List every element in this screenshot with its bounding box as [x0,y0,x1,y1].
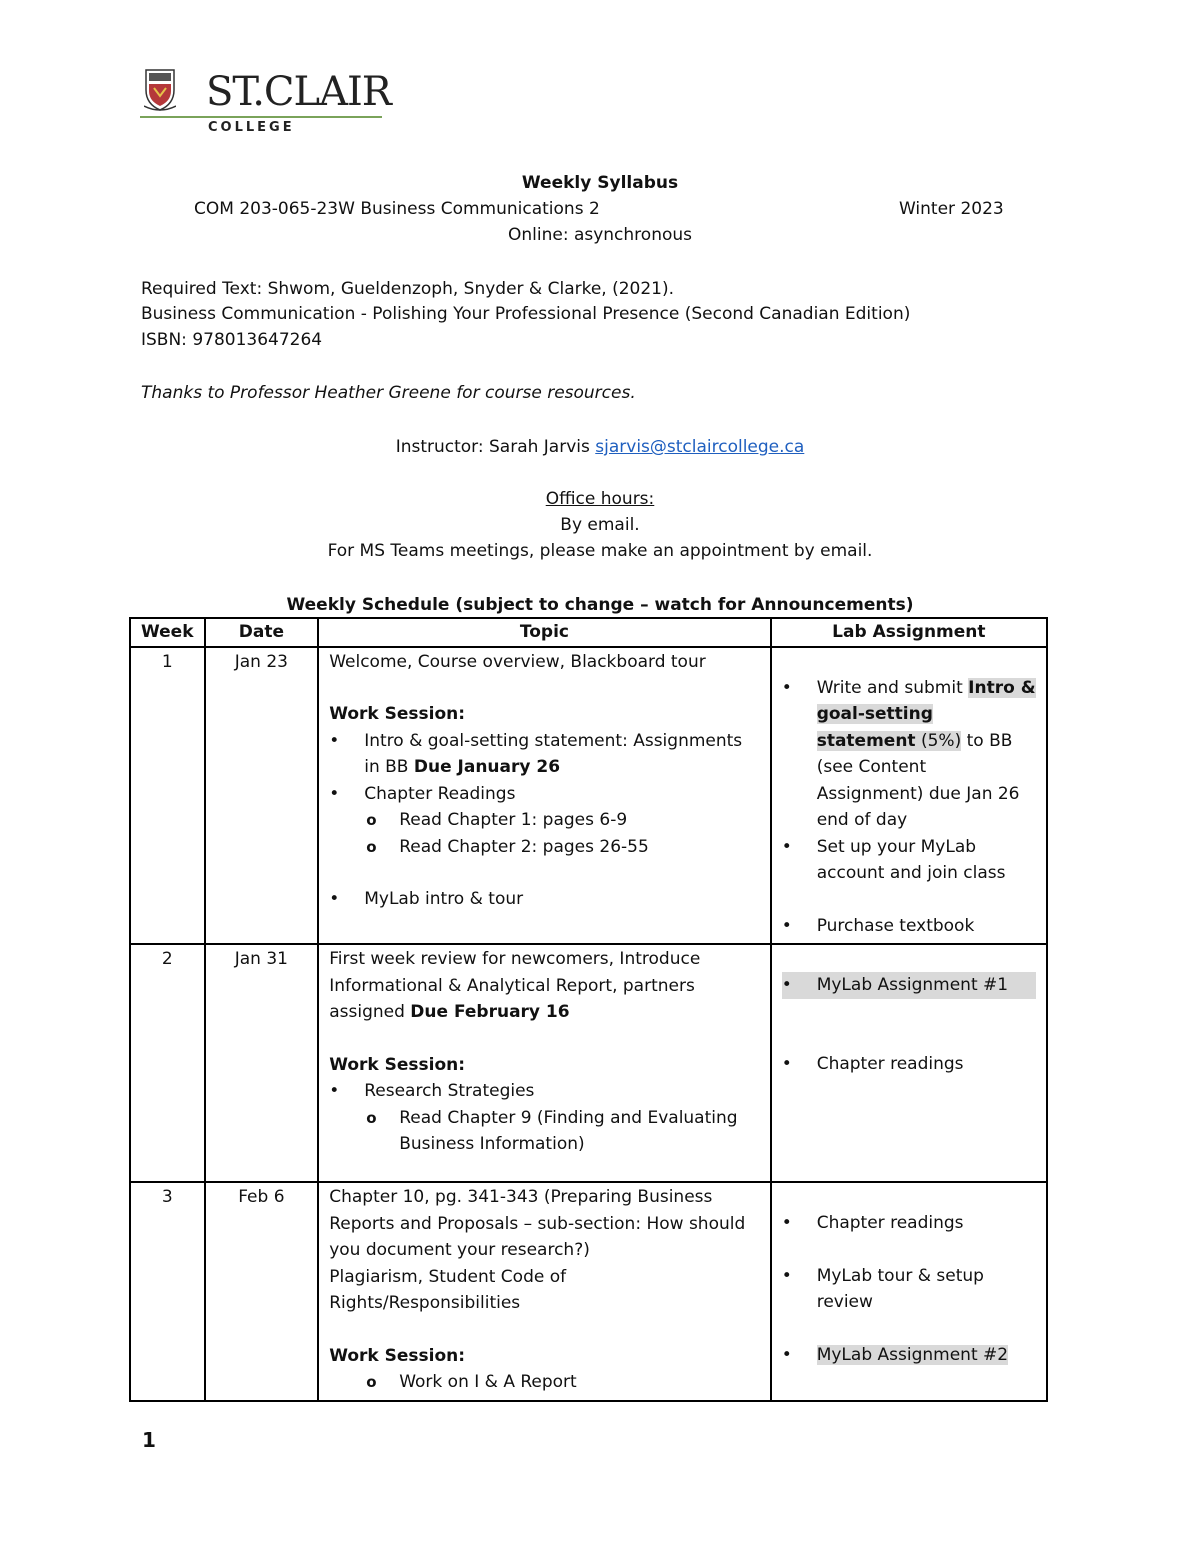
lab-cell [771,1182,1047,1401]
thanks-note: Thanks to Professor Heather Greene for course resources. [141,383,636,403]
topic-cell [318,944,770,1182]
office-hours-heading: Office hours: [545,489,655,509]
date-cell: Jan 31 [205,944,319,1182]
work-session-label: Work Session: [329,1054,466,1075]
schedule-title: Weekly Schedule (subject to change – watch for Announcements) [286,595,914,615]
date-cell: Jan 23 [205,647,319,945]
lab-item: • Purchase textbook [782,913,1036,940]
logo-subtitle: COLLEGE [208,120,295,135]
sub-list-item: o Work on I & A Report [329,1369,759,1396]
schedule-table [129,617,1048,1402]
lab-item: • Write and submit Intro & goal-setting statement (5%) to BB (see Content Assignment) due Jan 26 end of day [782,675,1036,834]
week-cell: 2 [130,944,205,1182]
work-session-label: Work Session: [329,704,466,724]
sub-list-item: o Read Chapter 2: pages 26-55 [329,834,759,861]
table-row [130,944,1047,1182]
column-header-week: Week [130,618,205,647]
instructor-line [0,434,1200,460]
book-title: Business Communication - Polishing Your Professional Presence (Second Canadian Edition) [141,304,911,324]
table-header-row [130,618,1047,647]
page-number: 1 [142,1428,156,1452]
topic-intro: Welcome, Course overview, Blackboard tour [329,651,706,672]
list-item: • Chapter Readings [329,781,759,808]
page-title: Weekly Syllabus [521,173,679,193]
lab-cell [771,944,1047,1182]
lab-item: • MyLab Assignment #2 [782,1342,1036,1369]
college-logo [140,66,391,138]
delivery-mode: Online: asynchronous [507,225,693,245]
table-row [130,647,1047,945]
list-item: • Research Strategies [329,1078,759,1105]
logo-wordmark: ST.CLAIR [206,69,391,115]
lab-item: • Set up your MyLab account and join class [782,834,1036,887]
lab-item: • MyLab tour & setup review [782,1263,1036,1316]
lab-item: • MyLab Assignment #1 [782,972,1036,999]
column-header-lab: Lab Assignment [771,618,1047,647]
topic-intro: First week review for newcomers, Introduce Informational & Analytical Report, partners assigned Due February 16 [329,949,701,1022]
topic-cell [318,647,770,945]
term: Winter 2023 [899,199,1004,219]
isbn: ISBN: 978013647264 [141,330,323,350]
week-cell: 1 [130,647,205,945]
work-session-label: Work Session: [329,1345,466,1366]
instructor-label: Instructor: Sarah Jarvis [395,437,596,457]
date-cell: Feb 6 [205,1182,319,1401]
lab-item: • Chapter readings [782,1051,1036,1078]
course-code: COM 203-065-23W Business Communications 2 [194,199,600,219]
office-hours-teams: For MS Teams meetings, please make an appointment by email. [327,541,873,561]
table-row [130,1182,1047,1401]
logo-rule [140,116,382,118]
topic-intro: Chapter 10, pg. 341-343 (Preparing Business Reports and Proposals – sub-section: How should you document your research?) [329,1187,746,1260]
instructor-email-link[interactable]: sjarvis@stclaircollege.ca [595,437,805,457]
list-item: • Intro & goal-setting statement: Assignments in BB Due January 26 [329,728,759,781]
crest-icon [144,68,176,112]
week-cell: 3 [130,1182,205,1401]
sub-list-item: o Read Chapter 1: pages 6-9 [329,807,759,834]
topic-detail: Plagiarism, Student Code of Rights/Responsibilities [329,1266,567,1313]
column-header-topic: Topic [318,618,770,647]
lab-cell [771,647,1047,945]
required-text: Required Text: Shwom, Gueldenzoph, Snyder & Clarke, (2021). [141,279,675,299]
lab-item: • Chapter readings [782,1210,1036,1237]
sub-list-item: o Read Chapter 9 (Finding and Evaluating Business Information) [329,1105,759,1158]
office-hours-email: By email. [560,515,640,535]
list-item: • MyLab intro & tour [329,886,759,913]
topic-cell [318,1182,770,1401]
column-header-date: Date [205,618,319,647]
